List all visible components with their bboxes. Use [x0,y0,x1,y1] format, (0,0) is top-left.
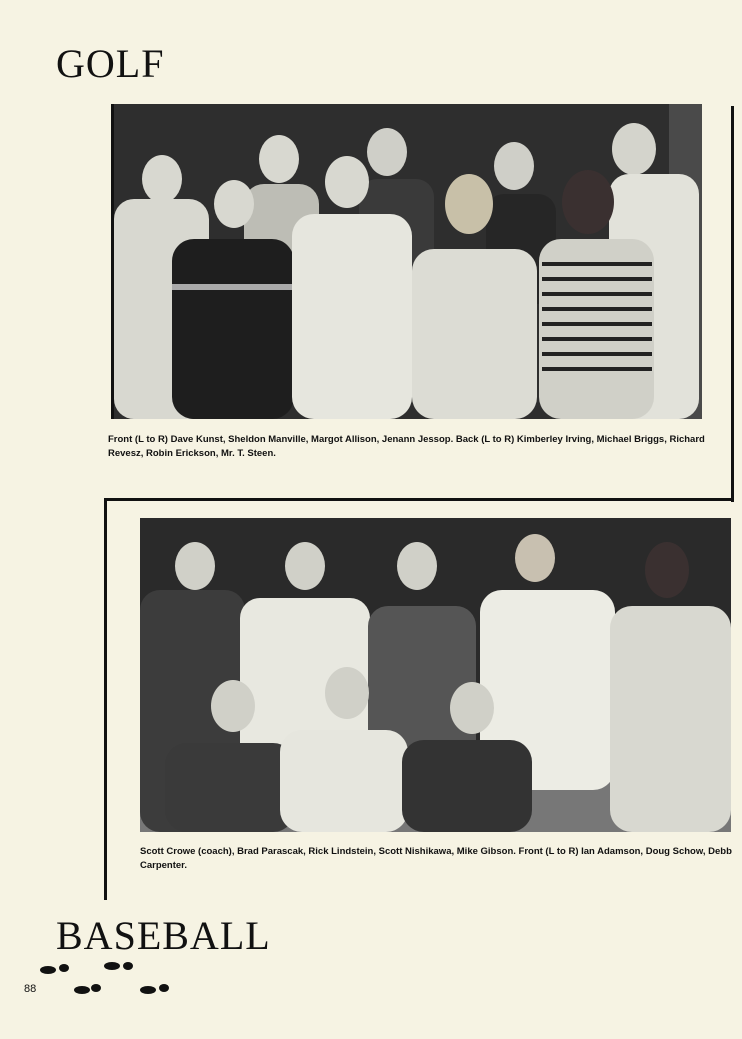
golf-caption: Front (L to R) Dave Kunst, Sheldon Manville, Margot Allison, Jenann Jessop. Back (L to R) Kimberley Irving, Michael Briggs, Richard Revesz, Robin Erickson, Mr. T. Steen. [108,434,705,459]
frame-line-left [104,498,107,900]
baseball-team-photo [140,518,731,832]
page-number: 88 [24,983,37,995]
golf-title: GOLF [56,41,165,86]
golf-team-photo [111,104,702,419]
baseball-title: BASEBALL [56,913,271,958]
frame-line-right [731,106,734,502]
frame-line-bottom [104,498,734,501]
baseball-caption: Scott Crowe (coach), Brad Parascak, Rick Lindstein, Scott Nishikawa, Mike Gibson. Front (L to R) Ian Adamson, Doug Schow, Debb Carpenter. [140,846,732,871]
footprints-icon [38,958,178,1000]
